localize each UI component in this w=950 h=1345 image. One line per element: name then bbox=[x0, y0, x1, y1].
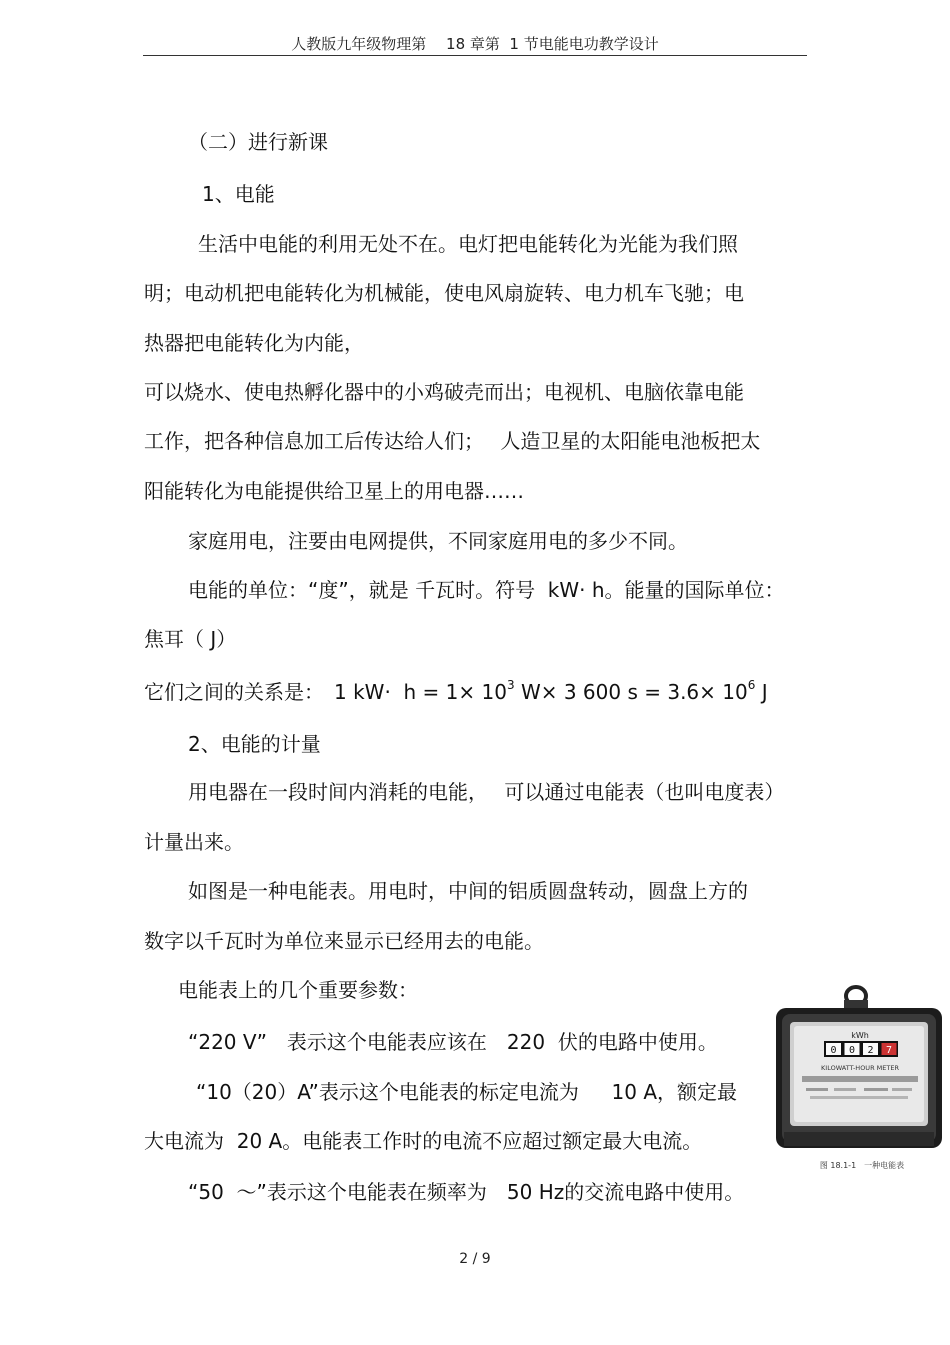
paragraph-line: 家庭用电，注要由电网提供，不同家庭用电的多少不同。 bbox=[188, 529, 688, 553]
section-heading: （二）进行新课 bbox=[188, 130, 328, 154]
paragraph-line: 大电流为 20 A。电能表工作时的电流不应超过额定最大电流。 bbox=[144, 1129, 703, 1153]
paragraph-line: 计量出来。 bbox=[144, 830, 244, 854]
paragraph-line: 阳能转化为电能提供给卫星上的用电器…… bbox=[144, 479, 524, 503]
paragraph-line: 数字以千瓦时为单位来显示已经用去的电能。 bbox=[144, 929, 544, 953]
formula-part: W× 3 600 s = 3.6× 10 bbox=[514, 680, 748, 704]
page-header: 人教版九年级物理第 18 章第 1 节电能电功教学设计 bbox=[291, 35, 659, 53]
formula-part: 它们之间的关系是： 1 kW· h = 1× 10 bbox=[144, 680, 507, 704]
paragraph-line: 如图是一种电能表。用电时，中间的铝质圆盘转动，圆盘上方的 bbox=[188, 879, 748, 903]
formula-part: J bbox=[755, 680, 768, 704]
paragraph-line: 明；电动机把电能转化为机械能，使电风扇旋转、电力机车飞驰；电 bbox=[144, 281, 744, 305]
page-number: 2 / 9 bbox=[459, 1251, 491, 1267]
paragraph-line: 工作，把各种信息加工后传达给人们； 人造卫星的太阳能电池板把太 bbox=[144, 429, 761, 453]
paragraph-line: 热器把电能转化为内能， bbox=[144, 331, 364, 355]
paragraph-line: 电能表上的几个重要参数： bbox=[178, 978, 418, 1002]
meter-digit: 0 bbox=[848, 1045, 856, 1056]
paragraph-line: 可以烧水、使电热孵化器中的小鸡破壳而出；电视机、电脑依靠电能 bbox=[144, 380, 744, 404]
paragraph-line: 生活中电能的利用无处不在。电灯把电能转化为光能为我们照 bbox=[198, 232, 738, 256]
meter-unit-label: kWh bbox=[851, 1031, 869, 1040]
meter-digit: 7 bbox=[885, 1045, 893, 1056]
paragraph-line: “220 V” 表示这个电能表应该在 220 伏的电路中使用。 bbox=[188, 1030, 718, 1054]
meter-name: KILOWATT-HOUR METER bbox=[821, 1064, 899, 1072]
unit-relation-formula bbox=[144, 680, 768, 704]
paragraph-line: “10（20）A”表示这个电能表的标定电流为 10 A，额定最 bbox=[196, 1080, 738, 1104]
electric-meter-illustration bbox=[774, 982, 944, 1174]
paragraph-line: “50 ～”表示这个电能表在频率为 50 Hz的交流电路中使用。 bbox=[188, 1180, 745, 1204]
header-rule bbox=[143, 55, 807, 56]
formula-exponent: 3 bbox=[506, 678, 515, 693]
subheading-electric-energy: 1、电能 bbox=[202, 182, 275, 206]
meter-digit: 0 bbox=[830, 1045, 837, 1056]
meter-digit: 2 bbox=[867, 1045, 874, 1056]
formula-exponent: 6 bbox=[747, 678, 756, 693]
subheading-measurement: 2、电能的计量 bbox=[188, 732, 321, 756]
electric-meter-figure bbox=[774, 982, 944, 1174]
paragraph-line: 焦耳（ J） bbox=[144, 627, 237, 651]
paragraph-line: 用电器在一段时间内消耗的电能， 可以通过电能表（也叫电度表） bbox=[188, 780, 785, 804]
figure-caption: 图 18.1-1 一种电能表 bbox=[819, 1161, 905, 1170]
paragraph-line: 电能的单位：“度”，就是 千瓦时。符号 kW· h。能量的国际单位： bbox=[188, 578, 785, 602]
